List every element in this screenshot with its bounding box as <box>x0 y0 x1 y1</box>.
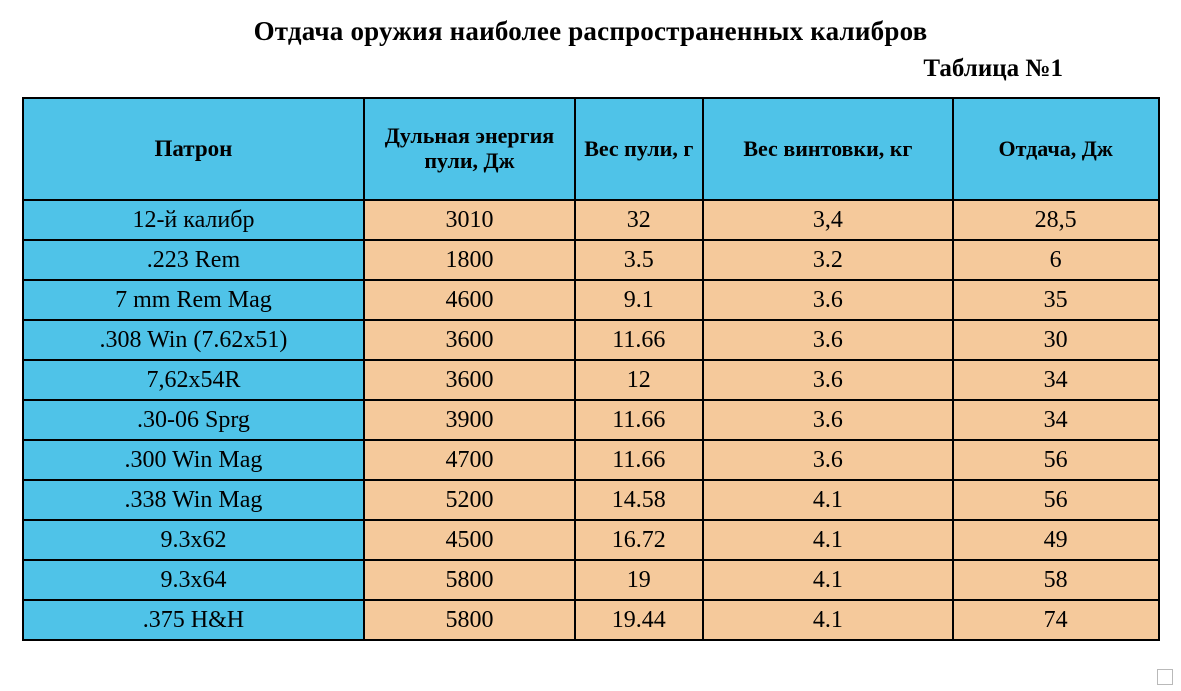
cell-bullet-weight: 14.58 <box>575 480 703 520</box>
cell-muzzle-energy: 1800 <box>364 240 574 280</box>
table-row <box>23 600 1159 640</box>
table-header <box>23 98 1159 200</box>
table-row <box>23 400 1159 440</box>
cell-cartridge: 7 mm Rem Mag <box>23 280 365 320</box>
table-row <box>23 280 1159 320</box>
cell-bullet-weight: 16.72 <box>575 520 703 560</box>
cell-rifle-weight: 3.6 <box>703 360 953 400</box>
cell-rifle-weight: 4.1 <box>703 600 953 640</box>
cell-recoil: 56 <box>953 480 1159 520</box>
cell-bullet-weight: 19.44 <box>575 600 703 640</box>
table-row <box>23 520 1159 560</box>
cell-cartridge: .308 Win (7.62x51) <box>23 320 365 360</box>
table-header-row <box>23 98 1159 200</box>
cell-recoil: 30 <box>953 320 1159 360</box>
cell-cartridge: .30-06 Sprg <box>23 400 365 440</box>
cell-bullet-weight: 12 <box>575 360 703 400</box>
cell-muzzle-energy: 3900 <box>364 400 574 440</box>
cell-cartridge: .338 Win Mag <box>23 480 365 520</box>
cell-rifle-weight: 3.6 <box>703 320 953 360</box>
table-container <box>22 97 1160 641</box>
page-title: Отдача оружия наиболее распространенных калибров <box>253 16 928 46</box>
page-corner-marker <box>1157 669 1173 685</box>
column-header-rifle-weight: Вес винтовки, кг <box>703 98 953 200</box>
table-row <box>23 480 1159 520</box>
table-caption: Таблица №1 <box>923 55 1063 83</box>
table-row <box>23 360 1159 400</box>
cell-rifle-weight: 3.6 <box>703 280 953 320</box>
cell-muzzle-energy: 5800 <box>364 600 574 640</box>
cell-bullet-weight: 32 <box>575 200 703 240</box>
cell-cartridge: .223 Rem <box>23 240 365 280</box>
cell-cartridge: 7,62x54R <box>23 360 365 400</box>
cell-cartridge: .300 Win Mag <box>23 440 365 480</box>
cell-bullet-weight: 3.5 <box>575 240 703 280</box>
cell-muzzle-energy: 4700 <box>364 440 574 480</box>
column-header-bullet-weight: Вес пули, г <box>575 98 703 200</box>
column-header-recoil: Отдача, Дж <box>953 98 1159 200</box>
cell-muzzle-energy: 3600 <box>364 360 574 400</box>
table-row <box>23 240 1159 280</box>
cell-rifle-weight: 4.1 <box>703 520 953 560</box>
table-row <box>23 320 1159 360</box>
cell-muzzle-energy: 3010 <box>364 200 574 240</box>
table-row <box>23 560 1159 600</box>
document-page <box>0 16 1181 691</box>
cell-cartridge: 9.3x62 <box>23 520 365 560</box>
column-header-cartridge: Патрон <box>23 98 365 200</box>
recoil-table <box>22 97 1160 641</box>
cell-rifle-weight: 3.6 <box>703 400 953 440</box>
cell-muzzle-energy: 5200 <box>364 480 574 520</box>
cell-rifle-weight: 3,4 <box>703 200 953 240</box>
cell-bullet-weight: 11.66 <box>575 320 703 360</box>
cell-bullet-weight: 11.66 <box>575 440 703 480</box>
cell-recoil: 58 <box>953 560 1159 600</box>
cell-recoil: 49 <box>953 520 1159 560</box>
cell-bullet-weight: 19 <box>575 560 703 600</box>
cell-cartridge: 12-й калибр <box>23 200 365 240</box>
cell-muzzle-energy: 3600 <box>364 320 574 360</box>
table-body <box>23 200 1159 640</box>
cell-cartridge: 9.3x64 <box>23 560 365 600</box>
cell-muzzle-energy: 4500 <box>364 520 574 560</box>
cell-cartridge: .375 H&H <box>23 600 365 640</box>
column-header-muzzle-energy: Дульная энергия пули, Дж <box>364 98 574 200</box>
cell-rifle-weight: 3.2 <box>703 240 953 280</box>
cell-recoil: 28,5 <box>953 200 1159 240</box>
cell-recoil: 34 <box>953 360 1159 400</box>
cell-recoil: 35 <box>953 280 1159 320</box>
cell-muzzle-energy: 5800 <box>364 560 574 600</box>
cell-rifle-weight: 4.1 <box>703 560 953 600</box>
cell-muzzle-energy: 4600 <box>364 280 574 320</box>
cell-rifle-weight: 3.6 <box>703 440 953 480</box>
cell-recoil: 74 <box>953 600 1159 640</box>
cell-rifle-weight: 4.1 <box>703 480 953 520</box>
cell-recoil: 56 <box>953 440 1159 480</box>
cell-recoil: 6 <box>953 240 1159 280</box>
table-row <box>23 440 1159 480</box>
cell-recoil: 34 <box>953 400 1159 440</box>
cell-bullet-weight: 11.66 <box>575 400 703 440</box>
cell-bullet-weight: 9.1 <box>575 280 703 320</box>
table-row <box>23 200 1159 240</box>
